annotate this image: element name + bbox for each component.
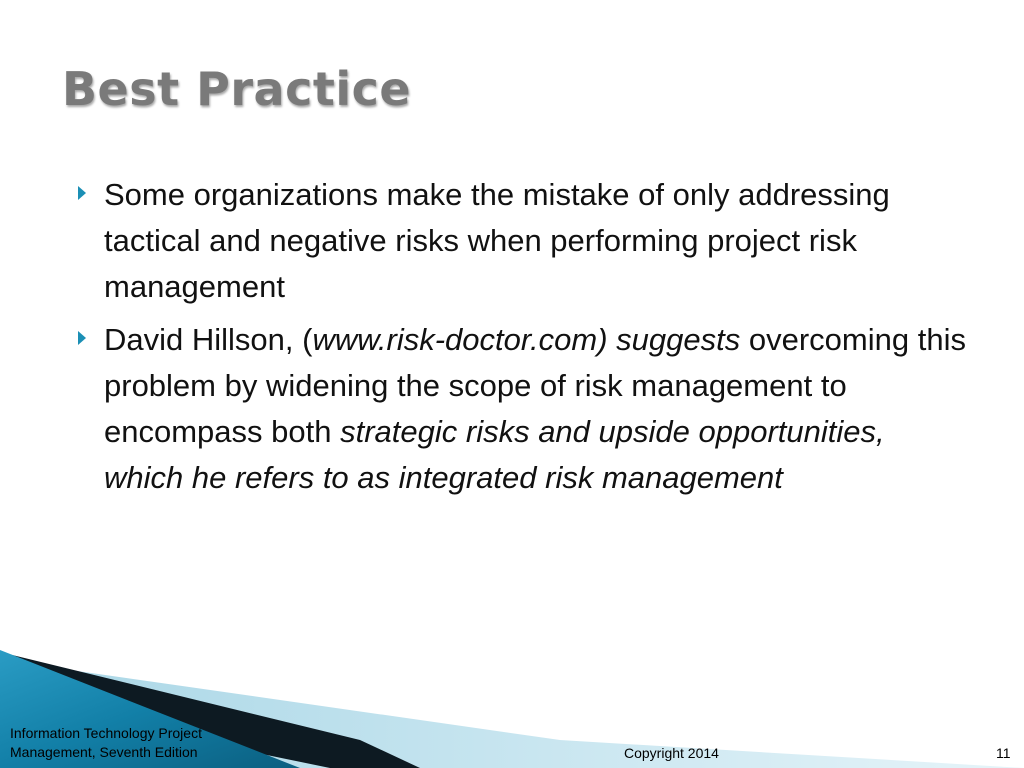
emphasis-text: strategic risks and upside opportunities, which he refers to as integrated risk management (104, 414, 885, 495)
footer-source-line: Management, Seventh Edition (10, 744, 198, 760)
bullet-text-part: overcoming this problem by widening the scope of risk management to encompass both (104, 322, 966, 449)
slide-number: 11 (996, 745, 1011, 761)
bullet-text (104, 172, 972, 310)
triangle-bullet-icon (78, 331, 86, 345)
bullet-text (104, 317, 972, 501)
triangle-bullet-icon (78, 186, 86, 200)
footer-copyright: Copyright 2014 (624, 745, 719, 761)
bullet-text-part: Some organizations make the mistake of only addressing tactical and negative risks when performing project risk management (104, 177, 890, 304)
bullet-text-part: David Hillson, ( (104, 322, 313, 357)
slide-title: Best Practice (62, 62, 412, 116)
url-text: www.risk-doctor.com) suggests (312, 322, 741, 357)
bullet-item (72, 317, 972, 501)
footer-source-line: Information Technology Project (10, 725, 202, 741)
footer-source (10, 724, 270, 762)
bullet-list (72, 172, 972, 508)
bullet-item (72, 172, 972, 310)
